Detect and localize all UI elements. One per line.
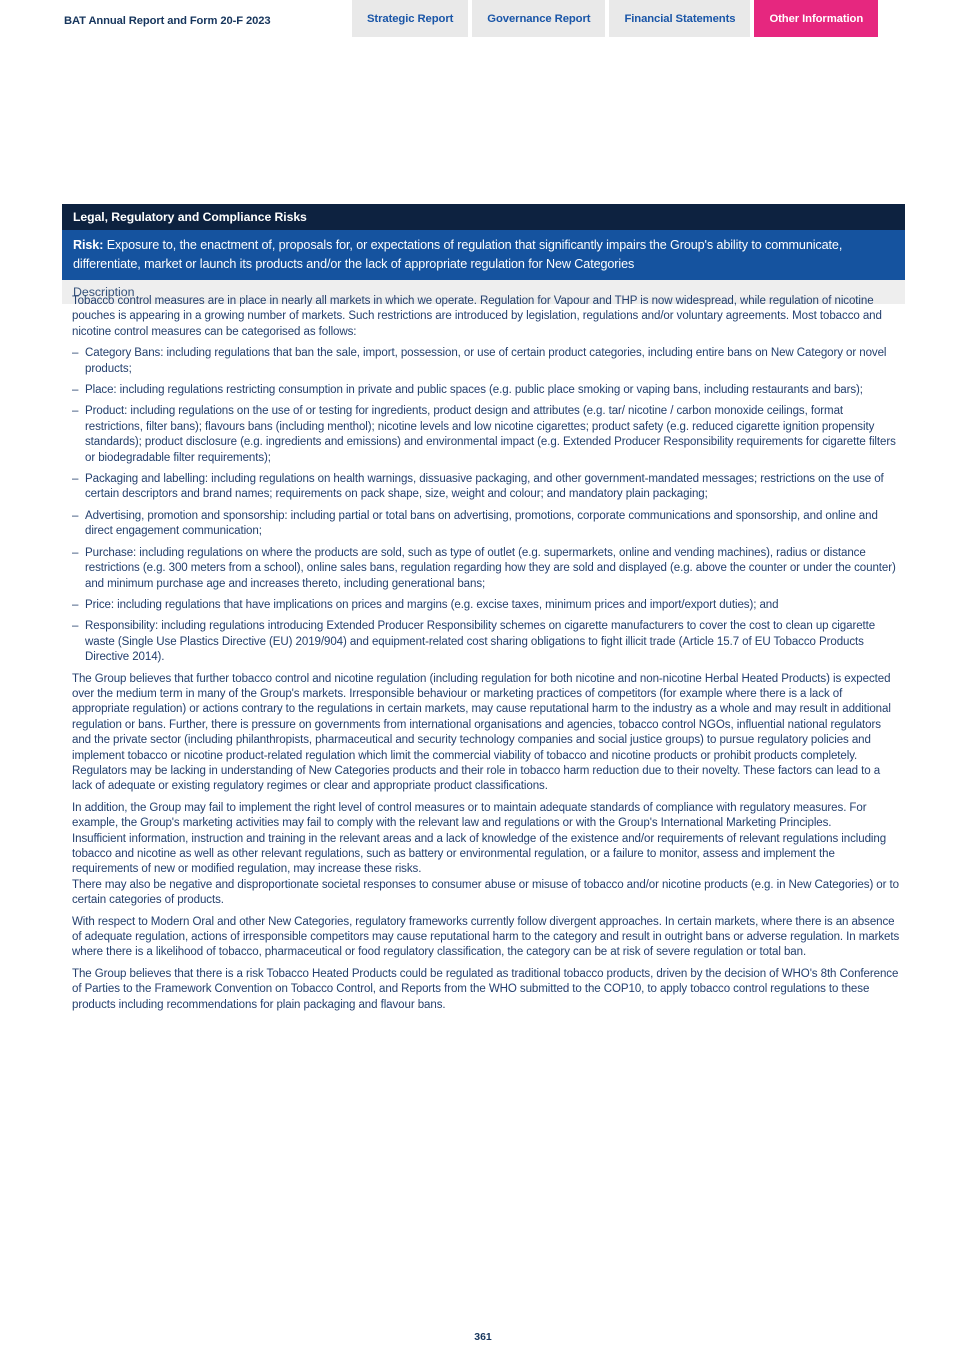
list-item-text: Purchase: including regulations on where the products are sold, such as type of outlet (e.g. supermarkets, online and vending machines), radius or distance restrictions (e.g. 300 meters from a school), online sales bans, regulation regarding how they are sold and displayed (e.g. above the counter or under the counter) and minimum purchase age and increases thereto, including generational bans; [85, 546, 896, 590]
intro-paragraph: Tobacco control measures are in place in nearly all markets in which we operate. Regulation for Vapour and THP is now widespread, while regulation of nicotine pouches is appearing in a growing number of markets. Such restrictions are introduced by legislation, regulations and/or voluntary agreements. Most tobacco and nicotine control measures can be categorised as follows: [72, 295, 882, 338]
list-item [72, 472, 900, 503]
tab-other-information[interactable]: Other Information [754, 0, 878, 37]
risk-label: Risk: [73, 238, 104, 252]
bullet-dash-icon: – [72, 473, 79, 486]
bullet-dash-icon: – [72, 405, 79, 418]
bullet-dash-icon: – [72, 347, 79, 360]
list-item [72, 383, 900, 398]
tab-strategic-report[interactable]: Strategic Report [352, 0, 468, 37]
list-item [72, 509, 900, 540]
list-item [72, 598, 900, 613]
bullet-dash-icon: – [72, 546, 79, 559]
body-paragraph: Insufficient information, instruction and training in the relevant areas and a lack of knowledge of the existence and/or requirements of relevant regulations including tobacco and nicotine as well as other relevant regulations, such as battery or environmental regulation, or a failure to monitor, assess and implement the requirements of new or modified regulation, may increase these risks. [72, 832, 887, 876]
body-paragraph: There may also be negative and disproportionate societal responses to consumer abuse or misuse of tobacco and/or nicotine products (e.g. in New Categories) or to certain categories of products. [72, 878, 899, 907]
tab-financial-statements[interactable]: Financial Statements [609, 0, 750, 37]
bullet-dash-icon: – [72, 620, 79, 633]
list-item-text: Advertising, promotion and sponsorship: including partial or total bans on advertising, promotions, corporate communications and sponsorship, and online and direct engagement communication; [85, 509, 878, 538]
body-paragraph: In addition, the Group may fail to implement the right level of control measures or to maintain adequate standards of compliance with regulatory measures. For example, the Group's marketing activities may fail to comply with the relevant law and regulations or with the Group's International Marketing Principles. [72, 801, 867, 830]
document-title: BAT Annual Report and Form 20-F 2023 [64, 15, 271, 27]
list-item [72, 404, 900, 466]
body-paragraph: The Group believes that further tobacco control and nicotine regulation (including regulation for both nicotine and non-nicotine Herbal Heated Products) is expected over the medium term in many of the Group's markets. Irresponsible behaviour or marketing practices of competitors (for example where there is a lack of appropriate regulation) or actions contrary to the regulations in certain markets, may cause reputational harm to the industry as a whole and may result in additional regulation or bans. Further, there is pressure on governments from international organisations and agencies, tobacco control NGOs, influential national regulators and the private sector (including philanthropists, pharmaceutical and security technology companies and social justice groups) to pursue regulatory policies and implement tobacco or nicotine product-related regulation which limit the commercial viability of tobacco and nicotine products or prohibit products completely. Regulators may be lacking in understanding of New Categories products and their role in tobacco harm reduction due to their novelty. These factors can lead to a lack of adequate or existing regulatory regimes or clear and appropriate product classifications. [72, 672, 891, 793]
description-header: Description [62, 280, 905, 304]
tab-governance-report[interactable]: Governance Report [472, 0, 605, 37]
risk-statement-text: Exposure to, the enactment of, proposals for, or expectations of regulation that significantly impairs the Group's ability to communicate, differentiate, market or launch its products and/or the lack of appropriate regulation for New Categories [73, 238, 843, 271]
list-item-text: Responsibility: including regulations introducing Extended Producer Responsibility schemes on cigarette manufacturers to cover the cost to clean up cigarette waste (Single Use Plastics Directive (EU) 2019/904) and equipment-related cost sharing obligations to fight illicit trade (Article 15.7 of EU Tobacco Products Directive 2014). [85, 620, 876, 664]
page-number: 361 [474, 1331, 492, 1343]
body-paragraph: With respect to Modern Oral and other New Categories, regulatory frameworks currently follow divergent approaches. In certain markets, where there is an absence of adequate regulation, actions of irresponsible competitors may cause reputational harm to the category and result in outright bans or adverse regulation. In markets where there is a likelihood of tobacco, pharmaceutical or food regulatory classification, the category can be at risk of severe regulation or total ban. [72, 915, 900, 959]
risk-table-block [62, 204, 905, 304]
list-item [72, 619, 900, 665]
list-item-text: Place: including regulations restricting consumption in private and public spaces (e.g. public place smoking or vaping bans, including restaurants and bars); [85, 384, 863, 397]
list-item-text: Category Bans: including regulations that ban the sale, import, possession, or use of certain product categories, including entire bans on New Category or novel products; [85, 347, 887, 375]
bullet-dash-icon: – [72, 509, 79, 522]
list-item-text: Packaging and labelling: including regulations on health warnings, dissuasive packaging, and other government-mandated messages; restrictions on the use of certain descriptors and brand names; requirements on pack shape, size, weight and colour; and mandatory plain packaging; [85, 473, 884, 501]
top-navigation-bar [0, 0, 966, 40]
list-item [72, 346, 900, 377]
bullet-dash-icon: – [72, 384, 79, 397]
risk-statement-bar [62, 230, 905, 280]
bullet-dash-icon: – [72, 598, 79, 611]
list-item-text: Product: including regulations on the use of or testing for ingredients, product design and attributes (e.g. tar/ nicotine / carbon monoxide ceilings, format restrictions, filter bans); flavours bans (including menthol); nicotine levels and low nicotine cigarettes; product safety (e.g. reduced cigarette ignition propensity standards); product disclosure (e.g. ingredients and emissions) and environmental impact (e.g. Extended Producer Responsibility requirements for cigarette filters or biodegradable filter requirements); [85, 405, 896, 464]
list-item-text: Price: including regulations that have implications on prices and margins (e.g. excise taxes, minimum prices and import/export duties); and [85, 598, 779, 611]
body-paragraph: The Group believes that there is a risk Tobacco Heated Products could be regulated as traditional tobacco products, driven by the decision of WHO's 8th Conference of Parties to the Framework Convention on Tobacco Control, and Reports from the WHO submitted to the COP10, to apply tobacco control regulations to these products including recommendations for plain packaging and flavour bans. [72, 967, 899, 1011]
section-tabs [352, 0, 878, 37]
list-item [72, 546, 900, 592]
description-content [72, 294, 900, 1019]
control-measures-list [72, 346, 900, 665]
risk-category-title: Legal, Regulatory and Compliance Risks [62, 204, 905, 230]
